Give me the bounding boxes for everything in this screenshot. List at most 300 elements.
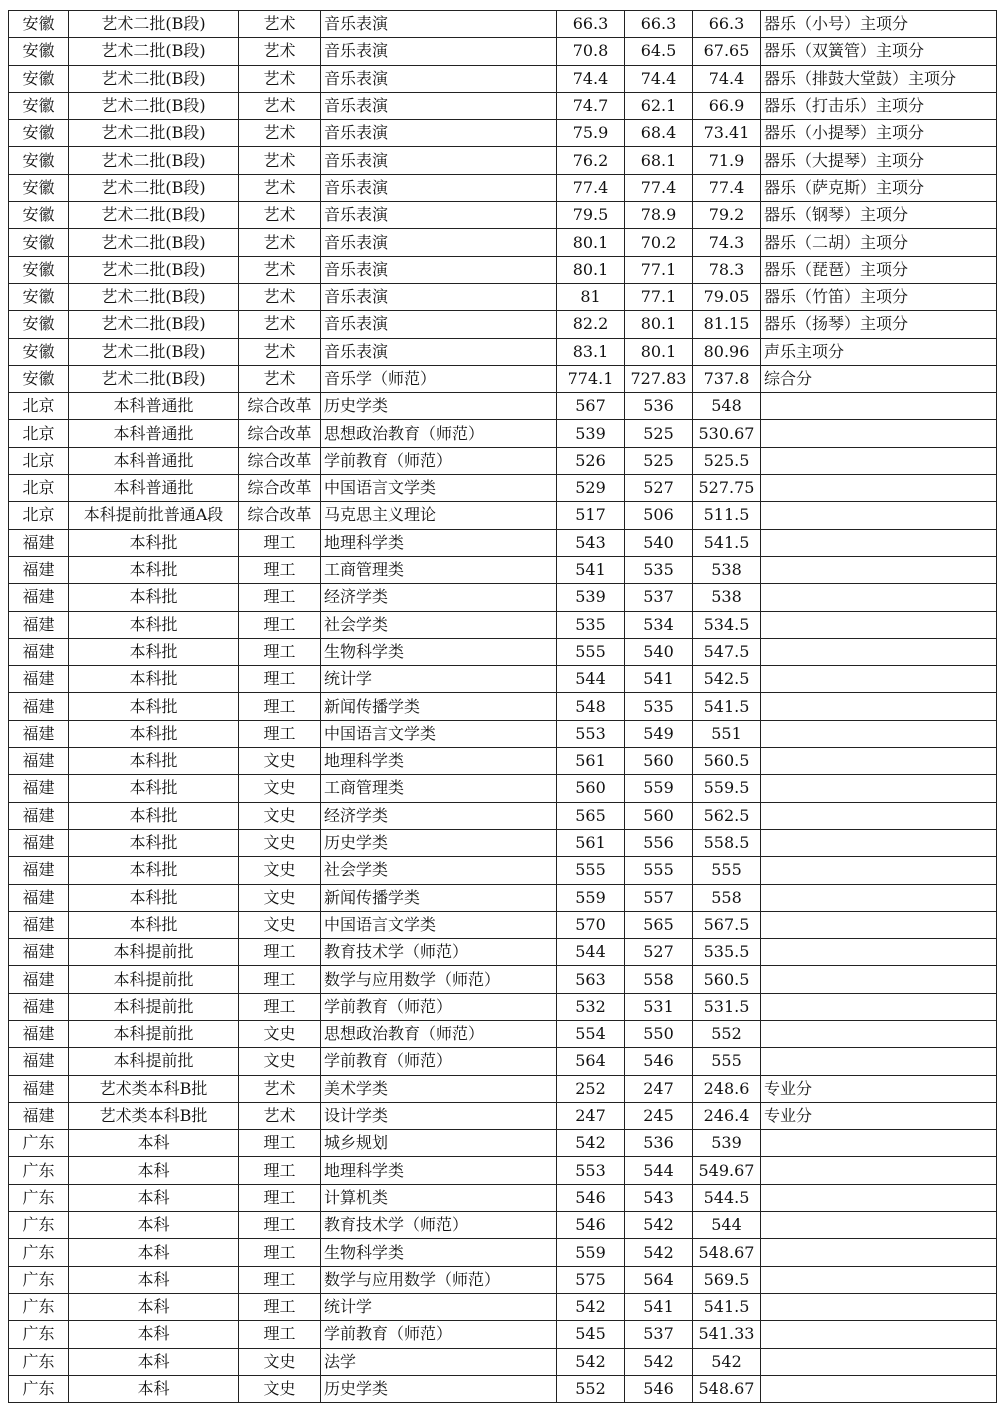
max-score-cell: 575 <box>557 1266 625 1293</box>
category-cell: 理工 <box>239 993 321 1020</box>
avg-score-cell: 562.5 <box>693 802 761 829</box>
batch-cell: 艺术二批(B段) <box>69 120 239 147</box>
avg-score-cell: 74.3 <box>693 229 761 256</box>
note-cell: 器乐（小号）主项分 <box>761 11 997 38</box>
note-cell <box>761 584 997 611</box>
avg-score-cell: 547.5 <box>693 638 761 665</box>
max-score-cell: 560 <box>557 775 625 802</box>
max-score-cell: 81 <box>557 283 625 310</box>
batch-cell: 艺术二批(B段) <box>69 174 239 201</box>
avg-score-cell: 541.5 <box>693 1293 761 1320</box>
min-score-cell: 542 <box>625 1212 693 1239</box>
major-cell: 经济学类 <box>321 584 557 611</box>
major-cell: 数学与应用数学（师范） <box>321 966 557 993</box>
table-row <box>9 311 997 338</box>
avg-score-cell: 525.5 <box>693 447 761 474</box>
max-score-cell: 70.8 <box>557 38 625 65</box>
province-cell: 广东 <box>9 1266 69 1293</box>
note-cell <box>761 556 997 583</box>
avg-score-cell: 737.8 <box>693 365 761 392</box>
province-cell: 广东 <box>9 1375 69 1402</box>
table-row <box>9 202 997 229</box>
category-cell: 艺术 <box>239 147 321 174</box>
avg-score-cell: 79.2 <box>693 202 761 229</box>
major-cell: 学前教育（师范） <box>321 1321 557 1348</box>
major-cell: 音乐表演 <box>321 174 557 201</box>
batch-cell: 本科 <box>69 1321 239 1348</box>
table-row <box>9 966 997 993</box>
note-cell <box>761 993 997 1020</box>
table-row <box>9 829 997 856</box>
major-cell: 中国语言文学类 <box>321 911 557 938</box>
max-score-cell: 553 <box>557 1157 625 1184</box>
max-score-cell: 532 <box>557 993 625 1020</box>
avg-score-cell: 555 <box>693 857 761 884</box>
avg-score-cell: 246.4 <box>693 1102 761 1129</box>
category-cell: 艺术 <box>239 174 321 201</box>
category-cell: 文史 <box>239 748 321 775</box>
avg-score-cell: 544.5 <box>693 1184 761 1211</box>
major-cell: 地理科学类 <box>321 1157 557 1184</box>
major-cell: 生物科学类 <box>321 638 557 665</box>
max-score-cell: 546 <box>557 1212 625 1239</box>
avg-score-cell: 551 <box>693 720 761 747</box>
avg-score-cell: 558 <box>693 884 761 911</box>
category-cell: 文史 <box>239 802 321 829</box>
min-score-cell: 543 <box>625 1184 693 1211</box>
max-score-cell: 570 <box>557 911 625 938</box>
batch-cell: 本科 <box>69 1375 239 1402</box>
batch-cell: 本科批 <box>69 802 239 829</box>
table-row <box>9 1184 997 1211</box>
table-row <box>9 1321 997 1348</box>
province-cell: 广东 <box>9 1212 69 1239</box>
category-cell: 理工 <box>239 556 321 583</box>
table-row <box>9 529 997 556</box>
table-row <box>9 1157 997 1184</box>
max-score-cell: 247 <box>557 1102 625 1129</box>
avg-score-cell: 79.05 <box>693 283 761 310</box>
max-score-cell: 567 <box>557 393 625 420</box>
max-score-cell: 545 <box>557 1321 625 1348</box>
avg-score-cell: 569.5 <box>693 1266 761 1293</box>
max-score-cell: 565 <box>557 802 625 829</box>
province-cell: 安徽 <box>9 92 69 119</box>
category-cell: 理工 <box>239 693 321 720</box>
min-score-cell: 541 <box>625 666 693 693</box>
avg-score-cell: 538 <box>693 584 761 611</box>
min-score-cell: 557 <box>625 884 693 911</box>
min-score-cell: 525 <box>625 447 693 474</box>
avg-score-cell: 541.5 <box>693 693 761 720</box>
batch-cell: 本科提前批 <box>69 993 239 1020</box>
table-row <box>9 38 997 65</box>
province-cell: 福建 <box>9 720 69 747</box>
max-score-cell: 561 <box>557 748 625 775</box>
major-cell: 中国语言文学类 <box>321 720 557 747</box>
avg-score-cell: 552 <box>693 1020 761 1047</box>
avg-score-cell: 73.41 <box>693 120 761 147</box>
min-score-cell: 564 <box>625 1266 693 1293</box>
max-score-cell: 561 <box>557 829 625 856</box>
avg-score-cell: 548 <box>693 393 761 420</box>
major-cell: 美术学类 <box>321 1075 557 1102</box>
category-cell: 文史 <box>239 829 321 856</box>
note-cell <box>761 748 997 775</box>
avg-score-cell: 560.5 <box>693 966 761 993</box>
province-cell: 广东 <box>9 1184 69 1211</box>
note-cell <box>761 857 997 884</box>
min-score-cell: 541 <box>625 1293 693 1320</box>
avg-score-cell: 542.5 <box>693 666 761 693</box>
major-cell: 城乡规划 <box>321 1130 557 1157</box>
avg-score-cell: 548.67 <box>693 1375 761 1402</box>
note-cell <box>761 829 997 856</box>
category-cell: 艺术 <box>239 1075 321 1102</box>
batch-cell: 本科批 <box>69 529 239 556</box>
province-cell: 福建 <box>9 666 69 693</box>
category-cell: 综合改革 <box>239 420 321 447</box>
min-score-cell: 70.2 <box>625 229 693 256</box>
province-cell: 福建 <box>9 993 69 1020</box>
batch-cell: 本科批 <box>69 693 239 720</box>
major-cell: 生物科学类 <box>321 1239 557 1266</box>
batch-cell: 艺术二批(B段) <box>69 256 239 283</box>
category-cell: 文史 <box>239 1020 321 1047</box>
batch-cell: 艺术二批(B段) <box>69 365 239 392</box>
table-row <box>9 1075 997 1102</box>
table-row <box>9 502 997 529</box>
avg-score-cell: 511.5 <box>693 502 761 529</box>
min-score-cell: 535 <box>625 693 693 720</box>
avg-score-cell: 541.5 <box>693 529 761 556</box>
max-score-cell: 539 <box>557 420 625 447</box>
max-score-cell: 74.7 <box>557 92 625 119</box>
batch-cell: 本科提前批 <box>69 939 239 966</box>
max-score-cell: 559 <box>557 1239 625 1266</box>
max-score-cell: 559 <box>557 884 625 911</box>
major-cell: 音乐表演 <box>321 338 557 365</box>
batch-cell: 艺术二批(B段) <box>69 147 239 174</box>
batch-cell: 本科批 <box>69 775 239 802</box>
max-score-cell: 544 <box>557 939 625 966</box>
table-row <box>9 1293 997 1320</box>
note-cell <box>761 1212 997 1239</box>
major-cell: 社会学类 <box>321 611 557 638</box>
major-cell: 教育技术学（师范） <box>321 1212 557 1239</box>
max-score-cell: 546 <box>557 1184 625 1211</box>
province-cell: 安徽 <box>9 147 69 174</box>
note-cell <box>761 420 997 447</box>
batch-cell: 本科提前批 <box>69 1048 239 1075</box>
note-cell: 器乐（扬琴）主项分 <box>761 311 997 338</box>
table-row <box>9 256 997 283</box>
max-score-cell: 548 <box>557 693 625 720</box>
min-score-cell: 555 <box>625 857 693 884</box>
max-score-cell: 66.3 <box>557 11 625 38</box>
major-cell: 地理科学类 <box>321 529 557 556</box>
major-cell: 音乐表演 <box>321 311 557 338</box>
note-cell <box>761 775 997 802</box>
table-row <box>9 447 997 474</box>
major-cell: 音乐表演 <box>321 120 557 147</box>
note-cell <box>761 966 997 993</box>
avg-score-cell: 81.15 <box>693 311 761 338</box>
note-cell <box>761 475 997 502</box>
min-score-cell: 546 <box>625 1375 693 1402</box>
batch-cell: 本科普通批 <box>69 393 239 420</box>
category-cell: 理工 <box>239 966 321 993</box>
batch-cell: 本科 <box>69 1293 239 1320</box>
category-cell: 艺术 <box>239 283 321 310</box>
table-row <box>9 365 997 392</box>
table-row <box>9 611 997 638</box>
avg-score-cell: 527.75 <box>693 475 761 502</box>
table-row <box>9 475 997 502</box>
category-cell: 艺术 <box>239 311 321 338</box>
avg-score-cell: 539 <box>693 1130 761 1157</box>
avg-score-cell: 549.67 <box>693 1157 761 1184</box>
max-score-cell: 544 <box>557 666 625 693</box>
table-row <box>9 11 997 38</box>
province-cell: 福建 <box>9 857 69 884</box>
category-cell: 艺术 <box>239 229 321 256</box>
major-cell: 音乐表演 <box>321 92 557 119</box>
score-table <box>8 10 997 1403</box>
category-cell: 艺术 <box>239 365 321 392</box>
batch-cell: 本科批 <box>69 911 239 938</box>
category-cell: 文史 <box>239 1348 321 1375</box>
province-cell: 安徽 <box>9 38 69 65</box>
province-cell: 广东 <box>9 1348 69 1375</box>
category-cell: 艺术 <box>239 65 321 92</box>
min-score-cell: 546 <box>625 1048 693 1075</box>
category-cell: 理工 <box>239 1266 321 1293</box>
province-cell: 福建 <box>9 775 69 802</box>
min-score-cell: 536 <box>625 1130 693 1157</box>
table-row <box>9 1102 997 1129</box>
province-cell: 广东 <box>9 1157 69 1184</box>
major-cell: 历史学类 <box>321 1375 557 1402</box>
max-score-cell: 542 <box>557 1130 625 1157</box>
note-cell <box>761 393 997 420</box>
batch-cell: 本科 <box>69 1184 239 1211</box>
avg-score-cell: 559.5 <box>693 775 761 802</box>
note-cell <box>761 1130 997 1157</box>
category-cell: 艺术 <box>239 1102 321 1129</box>
province-cell: 福建 <box>9 1020 69 1047</box>
avg-score-cell: 74.4 <box>693 65 761 92</box>
avg-score-cell: 567.5 <box>693 911 761 938</box>
min-score-cell: 66.3 <box>625 11 693 38</box>
table-row <box>9 1130 997 1157</box>
note-cell <box>761 1293 997 1320</box>
min-score-cell: 531 <box>625 993 693 1020</box>
batch-cell: 本科批 <box>69 638 239 665</box>
table-row <box>9 666 997 693</box>
major-cell: 统计学 <box>321 1293 557 1320</box>
max-score-cell: 542 <box>557 1293 625 1320</box>
table-row <box>9 693 997 720</box>
min-score-cell: 64.5 <box>625 38 693 65</box>
note-cell: 声乐主项分 <box>761 338 997 365</box>
batch-cell: 艺术二批(B段) <box>69 65 239 92</box>
major-cell: 社会学类 <box>321 857 557 884</box>
major-cell: 音乐表演 <box>321 283 557 310</box>
note-cell <box>761 802 997 829</box>
province-cell: 福建 <box>9 911 69 938</box>
batch-cell: 本科 <box>69 1212 239 1239</box>
note-cell <box>761 502 997 529</box>
avg-score-cell: 531.5 <box>693 993 761 1020</box>
table-row <box>9 283 997 310</box>
note-cell: 器乐（排鼓大堂鼓）主项分 <box>761 65 997 92</box>
batch-cell: 艺术二批(B段) <box>69 92 239 119</box>
major-cell: 统计学 <box>321 666 557 693</box>
province-cell: 福建 <box>9 529 69 556</box>
table-row <box>9 420 997 447</box>
max-score-cell: 252 <box>557 1075 625 1102</box>
min-score-cell: 80.1 <box>625 338 693 365</box>
avg-score-cell: 80.96 <box>693 338 761 365</box>
province-cell: 安徽 <box>9 256 69 283</box>
major-cell: 地理科学类 <box>321 748 557 775</box>
note-cell <box>761 1375 997 1402</box>
table-row <box>9 638 997 665</box>
category-cell: 综合改革 <box>239 475 321 502</box>
max-score-cell: 75.9 <box>557 120 625 147</box>
category-cell: 文史 <box>239 857 321 884</box>
category-cell: 理工 <box>239 1293 321 1320</box>
batch-cell: 艺术二批(B段) <box>69 11 239 38</box>
province-cell: 安徽 <box>9 11 69 38</box>
max-score-cell: 517 <box>557 502 625 529</box>
category-cell: 理工 <box>239 611 321 638</box>
category-cell: 理工 <box>239 1157 321 1184</box>
max-score-cell: 552 <box>557 1375 625 1402</box>
min-score-cell: 565 <box>625 911 693 938</box>
table-row <box>9 584 997 611</box>
major-cell: 学前教育（师范） <box>321 447 557 474</box>
table-row <box>9 884 997 911</box>
major-cell: 音乐表演 <box>321 202 557 229</box>
category-cell: 艺术 <box>239 202 321 229</box>
table-row <box>9 120 997 147</box>
major-cell: 工商管理类 <box>321 775 557 802</box>
note-cell: 器乐（竹笛）主项分 <box>761 283 997 310</box>
major-cell: 马克思主义理论 <box>321 502 557 529</box>
min-score-cell: 535 <box>625 556 693 583</box>
province-cell: 安徽 <box>9 283 69 310</box>
category-cell: 理工 <box>239 939 321 966</box>
max-score-cell: 774.1 <box>557 365 625 392</box>
min-score-cell: 247 <box>625 1075 693 1102</box>
avg-score-cell: 538 <box>693 556 761 583</box>
major-cell: 音乐表演 <box>321 256 557 283</box>
note-cell: 器乐（钢琴）主项分 <box>761 202 997 229</box>
batch-cell: 艺术类本科B批 <box>69 1075 239 1102</box>
province-cell: 福建 <box>9 638 69 665</box>
avg-score-cell: 542 <box>693 1348 761 1375</box>
note-cell <box>761 611 997 638</box>
min-score-cell: 525 <box>625 420 693 447</box>
min-score-cell: 560 <box>625 802 693 829</box>
table-row <box>9 1212 997 1239</box>
major-cell: 经济学类 <box>321 802 557 829</box>
avg-score-cell: 560.5 <box>693 748 761 775</box>
note-cell: 综合分 <box>761 365 997 392</box>
min-score-cell: 540 <box>625 529 693 556</box>
table-row <box>9 65 997 92</box>
min-score-cell: 77.4 <box>625 174 693 201</box>
batch-cell: 本科批 <box>69 584 239 611</box>
major-cell: 历史学类 <box>321 393 557 420</box>
avg-score-cell: 534.5 <box>693 611 761 638</box>
min-score-cell: 542 <box>625 1348 693 1375</box>
batch-cell: 艺术二批(B段) <box>69 338 239 365</box>
min-score-cell: 558 <box>625 966 693 993</box>
note-cell: 专业分 <box>761 1075 997 1102</box>
max-score-cell: 555 <box>557 638 625 665</box>
max-score-cell: 76.2 <box>557 147 625 174</box>
min-score-cell: 559 <box>625 775 693 802</box>
max-score-cell: 74.4 <box>557 65 625 92</box>
max-score-cell: 539 <box>557 584 625 611</box>
province-cell: 福建 <box>9 584 69 611</box>
province-cell: 福建 <box>9 611 69 638</box>
category-cell: 综合改革 <box>239 502 321 529</box>
max-score-cell: 80.1 <box>557 256 625 283</box>
batch-cell: 本科批 <box>69 884 239 911</box>
note-cell <box>761 447 997 474</box>
batch-cell: 本科批 <box>69 829 239 856</box>
max-score-cell: 563 <box>557 966 625 993</box>
major-cell: 新闻传播学类 <box>321 884 557 911</box>
province-cell: 福建 <box>9 1048 69 1075</box>
batch-cell: 本科 <box>69 1239 239 1266</box>
major-cell: 数学与应用数学（师范） <box>321 1266 557 1293</box>
province-cell: 安徽 <box>9 120 69 147</box>
category-cell: 艺术 <box>239 256 321 283</box>
category-cell: 理工 <box>239 720 321 747</box>
min-score-cell: 62.1 <box>625 92 693 119</box>
min-score-cell: 544 <box>625 1157 693 1184</box>
table-row <box>9 993 997 1020</box>
max-score-cell: 77.4 <box>557 174 625 201</box>
table-row <box>9 939 997 966</box>
major-cell: 音乐表演 <box>321 11 557 38</box>
table-row <box>9 748 997 775</box>
table-row <box>9 229 997 256</box>
max-score-cell: 526 <box>557 447 625 474</box>
major-cell: 音乐表演 <box>321 147 557 174</box>
min-score-cell: 537 <box>625 1321 693 1348</box>
min-score-cell: 537 <box>625 584 693 611</box>
note-cell <box>761 1157 997 1184</box>
note-cell <box>761 1020 997 1047</box>
province-cell: 安徽 <box>9 338 69 365</box>
avg-score-cell: 535.5 <box>693 939 761 966</box>
batch-cell: 本科批 <box>69 748 239 775</box>
note-cell: 专业分 <box>761 1102 997 1129</box>
major-cell: 计算机类 <box>321 1184 557 1211</box>
max-score-cell: 553 <box>557 720 625 747</box>
avg-score-cell: 71.9 <box>693 147 761 174</box>
table-row <box>9 1348 997 1375</box>
province-cell: 安徽 <box>9 311 69 338</box>
category-cell: 理工 <box>239 1239 321 1266</box>
max-score-cell: 542 <box>557 1348 625 1375</box>
